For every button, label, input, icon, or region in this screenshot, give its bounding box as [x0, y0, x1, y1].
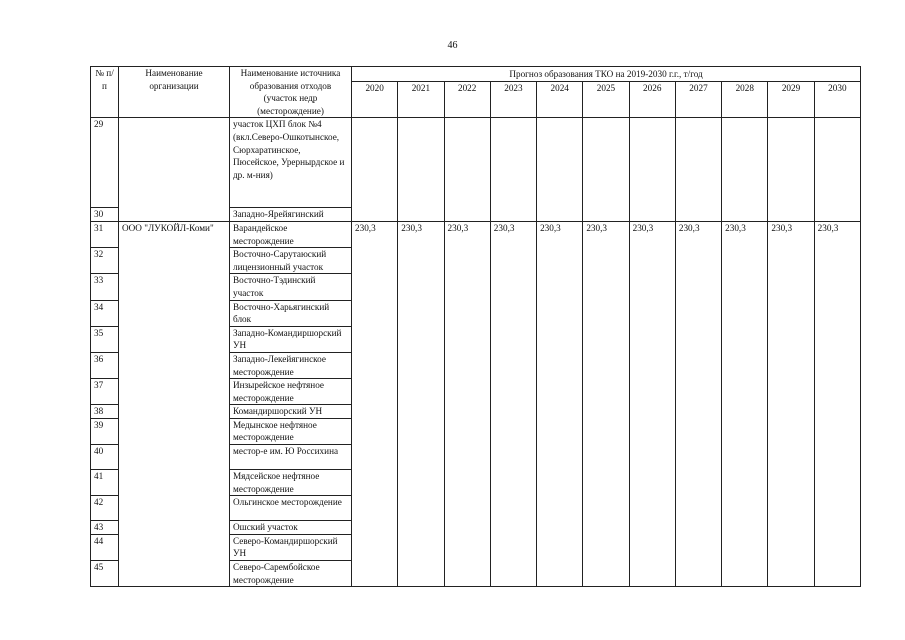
source-name: местор-е им. Ю Россихина — [230, 445, 352, 470]
row-number: 39 — [91, 418, 119, 444]
row-number: 32 — [91, 248, 119, 274]
header-year: 2022 — [444, 82, 490, 118]
organization-cell — [119, 118, 230, 222]
forecast-value: 230,3 — [583, 221, 629, 586]
source-name: Западно-Командиршорский УН — [230, 326, 352, 352]
forecast-value: 230,3 — [768, 221, 814, 586]
table-row — [91, 221, 861, 247]
forecast-value: 230,3 — [444, 221, 490, 586]
forecast-cell — [722, 118, 768, 222]
source-name: Северо-Сарембойское месторождение — [230, 561, 352, 587]
forecast-cell — [814, 118, 860, 222]
header-year: 2030 — [814, 82, 860, 118]
row-number: 30 — [91, 208, 119, 222]
header-year: 2027 — [675, 82, 721, 118]
source-name: Западно-Лекейягинское месторождение — [230, 352, 352, 378]
row-number: 33 — [91, 274, 119, 300]
header-year: 2024 — [537, 82, 583, 118]
forecast-value: 230,3 — [722, 221, 768, 586]
row-number: 29 — [91, 118, 119, 208]
row-number: 43 — [91, 521, 119, 535]
header-year: 2023 — [490, 82, 536, 118]
organization-name: ООО "ЛУКОЙЛ-Коми" — [119, 221, 230, 586]
source-name: Восточно-Тэдинский участок — [230, 274, 352, 300]
forecast-cell — [537, 118, 583, 222]
source-name: Мядсейское нефтяное месторождение — [230, 470, 352, 496]
row-number: 35 — [91, 326, 119, 352]
row-number: 44 — [91, 534, 119, 560]
header-source: Наименование источника образования отходов (участок недр (месторождение) — [230, 67, 352, 118]
header-organization: Наименование организации — [119, 67, 230, 118]
header-year: 2020 — [352, 82, 398, 118]
forecast-cell — [444, 118, 490, 222]
forecast-cell — [583, 118, 629, 222]
forecast-value: 230,3 — [490, 221, 536, 586]
row-number: 40 — [91, 445, 119, 470]
source-name: Командиршорский УН — [230, 405, 352, 419]
row-number: 41 — [91, 470, 119, 496]
row-number: 36 — [91, 352, 119, 378]
source-name: Восточно-Харьягинский блок — [230, 300, 352, 326]
header-year: 2021 — [398, 82, 444, 118]
forecast-value: 230,3 — [537, 221, 583, 586]
forecast-cell — [768, 118, 814, 222]
source-name: Восточно-Сарутаюский лицензионный участок — [230, 248, 352, 274]
header-year: 2029 — [768, 82, 814, 118]
header-year: 2026 — [629, 82, 675, 118]
row-number: 34 — [91, 300, 119, 326]
forecast-cell — [675, 118, 721, 222]
source-name: Ольгинское месторождение — [230, 496, 352, 521]
forecast-value: 230,3 — [675, 221, 721, 586]
forecast-cell — [629, 118, 675, 222]
forecast-value: 230,3 — [629, 221, 675, 586]
forecast-value: 230,3 — [814, 221, 860, 586]
page-number: 46 — [447, 40, 458, 51]
source-name: Западно-Ярейягинский — [230, 208, 352, 222]
row-number: 38 — [91, 405, 119, 419]
forecast-value: 230,3 — [398, 221, 444, 586]
forecast-cell — [490, 118, 536, 222]
source-name: Инзырейское нефтяное месторождение — [230, 379, 352, 405]
header-forecast: Прогноз образования ТКО на 2019-2030 г.г., т/год — [352, 67, 861, 82]
header-year: 2028 — [722, 82, 768, 118]
forecast-cell — [352, 118, 398, 222]
source-name: Варандейское месторождение — [230, 221, 352, 247]
source-name: участок ЦХП блок №4 (вкл.Северо-Ошкотынское, Сюрхаратинское, Пюсейское, Урернырдское и др. м-ния) — [230, 118, 352, 208]
source-name: Северо-Командиршорский УН — [230, 534, 352, 560]
source-name: Медынское нефтяное месторождение — [230, 418, 352, 444]
row-number: 42 — [91, 496, 119, 521]
waste-forecast-table — [90, 66, 861, 587]
forecast-cell — [398, 118, 444, 222]
header-num: № п/ п — [91, 67, 119, 118]
row-number: 45 — [91, 561, 119, 587]
row-number: 31 — [91, 221, 119, 247]
table-row — [91, 118, 861, 208]
source-name: Ошский участок — [230, 521, 352, 535]
forecast-value: 230,3 — [352, 221, 398, 586]
row-number: 37 — [91, 379, 119, 405]
header-year: 2025 — [583, 82, 629, 118]
